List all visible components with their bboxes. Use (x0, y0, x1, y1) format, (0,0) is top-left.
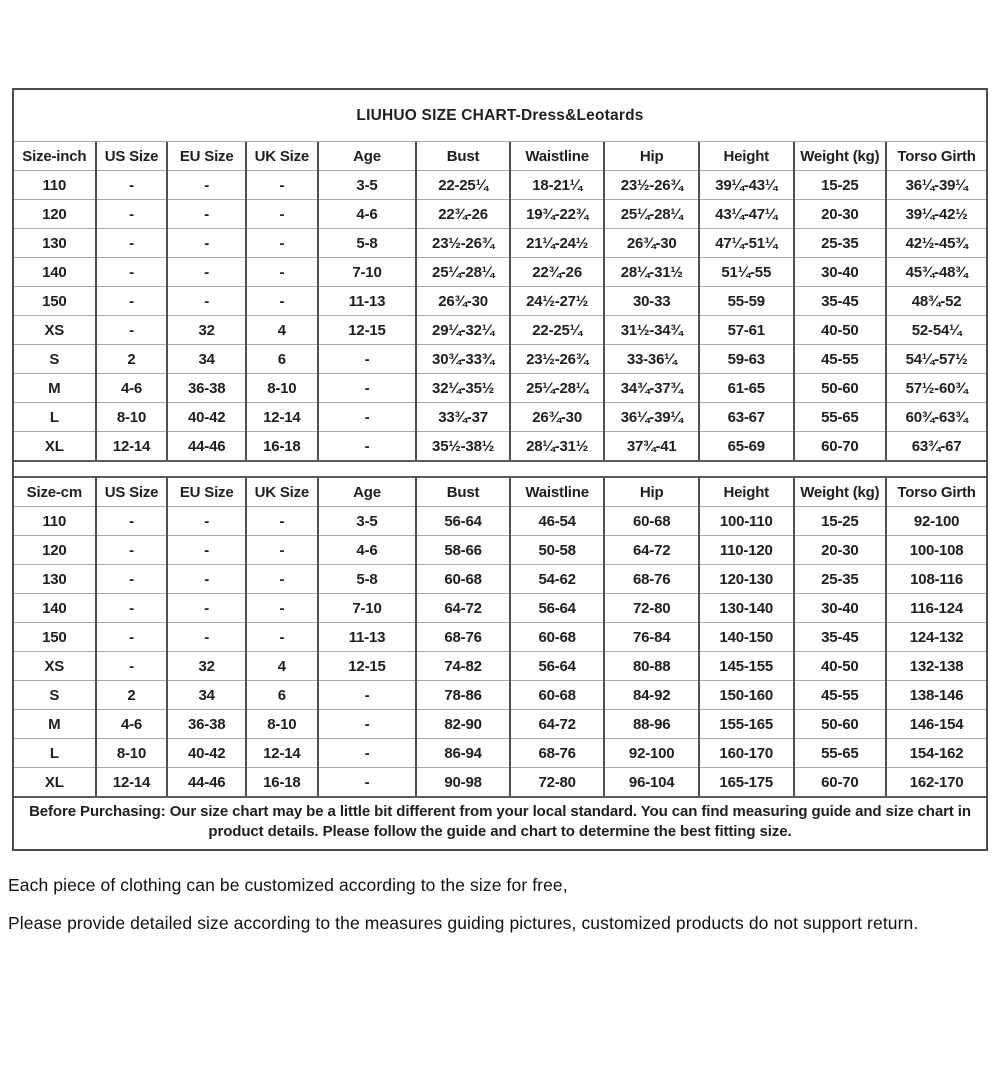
table-cell: - (167, 229, 246, 258)
table-cell: 3-5 (318, 171, 417, 200)
table-cell: - (96, 287, 168, 316)
table-cell: - (318, 768, 417, 797)
table-cell: - (246, 594, 318, 623)
table-spacer (14, 460, 986, 478)
table-cell: - (96, 171, 168, 200)
table-cell: 26¾-30 (604, 229, 699, 258)
table-cell: S (14, 681, 96, 710)
table-cell: 150-160 (699, 681, 794, 710)
column-header: US Size (96, 142, 168, 171)
table-cell: 26¾-30 (416, 287, 510, 316)
column-header: Weight (kg) (794, 142, 887, 171)
table-cell: 40-50 (794, 316, 887, 345)
table-cell: 60-68 (416, 565, 510, 594)
column-header: EU Size (167, 142, 246, 171)
table-cell: 68-76 (416, 623, 510, 652)
table-cell: 20-30 (794, 536, 887, 565)
table-cell: 45-55 (794, 681, 887, 710)
table-cell: 4-6 (318, 200, 417, 229)
table-cell: - (246, 507, 318, 536)
column-header: Size-inch (22, 147, 87, 165)
table-cell: 8-10 (246, 710, 318, 739)
table-cell: 24½-27½ (510, 287, 605, 316)
table-cell: - (318, 710, 417, 739)
table-cell: 4 (246, 316, 318, 345)
table-cell: 165-175 (699, 768, 794, 797)
table-cell: 12-14 (246, 403, 318, 432)
column-header: Age (318, 478, 417, 507)
table-cell: 12-15 (318, 316, 417, 345)
table-cell: 12-14 (246, 739, 318, 768)
table-cell: 25¼-28¼ (510, 374, 605, 403)
table-cell: 6 (246, 681, 318, 710)
table-cell: 52-54¼ (886, 316, 986, 345)
table-cell: 130 (14, 229, 96, 258)
table-cell: 45-55 (794, 345, 887, 374)
table-cell: 37¾-41 (604, 432, 699, 461)
table-cell: 60-70 (794, 768, 887, 797)
table-cell: 36-38 (167, 710, 246, 739)
table-cell: 23½-26¾ (416, 229, 510, 258)
size-chart-panel (12, 88, 988, 851)
table-cell: 146-154 (886, 710, 986, 739)
table-row (14, 287, 986, 316)
table-row (14, 171, 986, 200)
table-cell: 130 (14, 565, 96, 594)
table-cell: - (96, 229, 168, 258)
table-cell: 22-25¼ (416, 171, 510, 200)
column-header: Torso Girth (886, 142, 986, 171)
table-cell: 145-155 (699, 652, 794, 681)
table-cell: L (14, 739, 96, 768)
table-cell: 72-80 (604, 594, 699, 623)
table-cell: - (167, 507, 246, 536)
table-cell: 11-13 (318, 623, 417, 652)
table-cell: 80-88 (604, 652, 699, 681)
column-header: EU Size (167, 478, 246, 507)
table-cell: - (318, 345, 417, 374)
table-cell: 48¾-52 (886, 287, 986, 316)
table-cell: 155-165 (699, 710, 794, 739)
table-cell: 46-54 (510, 507, 605, 536)
table-cell: 32 (167, 316, 246, 345)
table-cell: 57-61 (699, 316, 794, 345)
table-cell: 32¼-35½ (416, 374, 510, 403)
table-cell: 16-18 (246, 768, 318, 797)
title-row (14, 90, 986, 142)
table-cell: 25¼-28¼ (604, 200, 699, 229)
table-cell: 6 (246, 345, 318, 374)
table-cell: 96-104 (604, 768, 699, 797)
table-cell: 34¾-37¾ (604, 374, 699, 403)
column-header: Hip (604, 142, 699, 171)
table-cell: - (96, 258, 168, 287)
table-cell: 64-72 (510, 710, 605, 739)
table-row (14, 316, 986, 345)
table-row (14, 536, 986, 565)
chart-title: LIUHUO SIZE CHART-Dress&Leotards (356, 106, 644, 124)
table-cell: 92-100 (886, 507, 986, 536)
table-cell: 19¾-22¾ (510, 200, 605, 229)
table-cell: 34 (167, 345, 246, 374)
table-cell: - (246, 258, 318, 287)
table-cell: M (14, 374, 96, 403)
table-cell: 50-60 (794, 710, 887, 739)
table-cell: 11-13 (318, 287, 417, 316)
column-header: Age (318, 142, 417, 171)
table-cell: 56-64 (510, 594, 605, 623)
table-cell: - (96, 623, 168, 652)
table-cell: 2 (96, 345, 168, 374)
table-cell: 29¼-32¼ (416, 316, 510, 345)
table-cell: 63¾-67 (886, 432, 986, 461)
table-cell: 82-90 (416, 710, 510, 739)
table-cell: 4-6 (96, 374, 168, 403)
table-row (14, 652, 986, 681)
table-cell: 44-46 (167, 432, 246, 461)
purchase-note: Before Purchasing: Our size chart may be a little bit different from your local standard. You can find measuring guide and size chart in product details. Please follow the guide and chart to determine the best fitting size. (14, 796, 986, 849)
table-cell: - (246, 565, 318, 594)
table-cell: 39¼-43¼ (699, 171, 794, 200)
table-cell: S (14, 345, 96, 374)
table-cell: - (167, 565, 246, 594)
table-cell: 7-10 (318, 594, 417, 623)
table-cell: 5-8 (318, 229, 417, 258)
table-cell: 28¼-31½ (510, 432, 605, 461)
table-cell: 56-64 (416, 507, 510, 536)
table-cell: 50-60 (794, 374, 887, 403)
column-header: UK Size (246, 478, 318, 507)
table-cell: XL (14, 768, 96, 797)
table-cell: 78-86 (416, 681, 510, 710)
table-cell: 25-35 (794, 565, 887, 594)
table-cell: 120 (14, 536, 96, 565)
table-cell: - (96, 507, 168, 536)
column-header: US Size (96, 478, 168, 507)
table-cell: - (96, 200, 168, 229)
size-table-inch (14, 142, 986, 460)
table-row (14, 565, 986, 594)
table-cell: 7-10 (318, 258, 417, 287)
table-cell: - (96, 536, 168, 565)
table-cell: 86-94 (416, 739, 510, 768)
table-cell: 30-33 (604, 287, 699, 316)
table-cell: 8-10 (96, 739, 168, 768)
table-cell: 2 (96, 681, 168, 710)
table-cell: - (246, 229, 318, 258)
table-cell: 18-21¼ (510, 171, 605, 200)
table-cell: M (14, 710, 96, 739)
table-row (14, 200, 986, 229)
table-cell: 15-25 (794, 171, 887, 200)
table-cell: 33-36¼ (604, 345, 699, 374)
table-cell: 32 (167, 652, 246, 681)
table-cell: - (246, 200, 318, 229)
table-cell: 84-92 (604, 681, 699, 710)
table-row (14, 739, 986, 768)
table-row (14, 345, 986, 374)
table-cell: 4-6 (96, 710, 168, 739)
table-cell: 16-18 (246, 432, 318, 461)
table-cell: - (167, 200, 246, 229)
column-header: Weight (kg) (794, 478, 887, 507)
header-row-inch (14, 142, 986, 171)
table-cell: 110-120 (699, 536, 794, 565)
table-row (14, 681, 986, 710)
table-cell: 3-5 (318, 507, 417, 536)
table-cell: 36-38 (167, 374, 246, 403)
table-cell: 23½-26¾ (604, 171, 699, 200)
table-cell: 35-45 (794, 623, 887, 652)
table-cell: 57½-60¾ (886, 374, 986, 403)
table-cell: 90-98 (416, 768, 510, 797)
table-cell: 4-6 (318, 536, 417, 565)
table-row (14, 594, 986, 623)
table-row (14, 258, 986, 287)
table-cell: - (167, 287, 246, 316)
table-cell: - (96, 316, 168, 345)
table-cell: 22¾-26 (510, 258, 605, 287)
table-cell: 140 (14, 258, 96, 287)
table-cell: 12-14 (96, 768, 168, 797)
column-header: UK Size (246, 142, 318, 171)
table-cell: 30-40 (794, 258, 887, 287)
table-cell: 68-76 (510, 739, 605, 768)
table-cell: 60-70 (794, 432, 887, 461)
table-cell: - (96, 652, 168, 681)
table-cell: 4 (246, 652, 318, 681)
table-cell: 100-110 (699, 507, 794, 536)
column-header: Size-cm (26, 483, 82, 501)
table-cell: 34 (167, 681, 246, 710)
table-cell: 120 (14, 200, 96, 229)
table-cell: L (14, 403, 96, 432)
table-cell: 76-84 (604, 623, 699, 652)
table-cell: 162-170 (886, 768, 986, 797)
table-cell: 35½-38½ (416, 432, 510, 461)
table-cell: 12-14 (96, 432, 168, 461)
table-cell: 30-40 (794, 594, 887, 623)
table-cell: 140 (14, 594, 96, 623)
table-row (14, 623, 986, 652)
table-cell: 56-64 (510, 652, 605, 681)
table-cell: 140-150 (699, 623, 794, 652)
column-header: Hip (604, 478, 699, 507)
table-cell: 25¼-28¼ (416, 258, 510, 287)
table-cell: 40-42 (167, 403, 246, 432)
table-row (14, 229, 986, 258)
table-cell: - (167, 594, 246, 623)
table-cell: XS (14, 652, 96, 681)
table-cell: 8-10 (246, 374, 318, 403)
table-cell: 55-65 (794, 403, 887, 432)
table-cell: - (96, 565, 168, 594)
table-cell: 124-132 (886, 623, 986, 652)
column-header: Torso Girth (886, 478, 986, 507)
size-table-cm (14, 478, 986, 796)
table-cell: 60-68 (510, 623, 605, 652)
table-cell: 40-42 (167, 739, 246, 768)
table-cell: 64-72 (416, 594, 510, 623)
table-cell: - (167, 623, 246, 652)
table-cell: 110 (14, 507, 96, 536)
table-cell: 15-25 (794, 507, 887, 536)
table-cell: - (318, 374, 417, 403)
table-cell: 51¼-55 (699, 258, 794, 287)
table-row (14, 432, 986, 461)
table-cell: - (318, 681, 417, 710)
table-cell: 8-10 (96, 403, 168, 432)
table-cell: 26¾-30 (510, 403, 605, 432)
table-cell: 72-80 (510, 768, 605, 797)
column-header: Bust (416, 478, 510, 507)
table-cell: 36¼-39¼ (604, 403, 699, 432)
table-cell: 22-25¼ (510, 316, 605, 345)
table-cell: 100-108 (886, 536, 986, 565)
table-cell: XL (14, 432, 96, 461)
table-cell: 120-130 (699, 565, 794, 594)
table-cell: 150 (14, 623, 96, 652)
table-cell: 23½-26¾ (510, 345, 605, 374)
table-cell: 42½-45¾ (886, 229, 986, 258)
header-row-cm (14, 478, 986, 507)
table-cell: 110 (14, 171, 96, 200)
table-cell: 74-82 (416, 652, 510, 681)
table-cell: - (246, 623, 318, 652)
table-row (14, 374, 986, 403)
table-cell: 130-140 (699, 594, 794, 623)
table-cell: - (318, 403, 417, 432)
table-cell: 54¼-57½ (886, 345, 986, 374)
table-cell: 58-66 (416, 536, 510, 565)
table-cell: 43¼-47¼ (699, 200, 794, 229)
table-cell: - (167, 171, 246, 200)
table-cell: - (246, 536, 318, 565)
table-cell: - (167, 536, 246, 565)
table-cell: 59-63 (699, 345, 794, 374)
table-cell: 68-76 (604, 565, 699, 594)
table-cell: 31½-34¾ (604, 316, 699, 345)
table-row (14, 403, 986, 432)
table-cell: 45¾-48¾ (886, 258, 986, 287)
table-cell: 55-65 (794, 739, 887, 768)
table-cell: 22¾-26 (416, 200, 510, 229)
table-cell: 60-68 (510, 681, 605, 710)
table-cell: - (246, 287, 318, 316)
table-cell: 55-59 (699, 287, 794, 316)
table-cell: 92-100 (604, 739, 699, 768)
table-cell: 35-45 (794, 287, 887, 316)
footnote-return-policy: Please provide detailed size according to the measures guiding pictures, customized products do not support return. (8, 912, 919, 933)
table-cell: 39¼-42½ (886, 200, 986, 229)
table-cell: 40-50 (794, 652, 887, 681)
table-cell: - (246, 171, 318, 200)
table-cell: 108-116 (886, 565, 986, 594)
table-cell: - (96, 594, 168, 623)
column-header: Waistline (510, 478, 605, 507)
column-header: Height (699, 478, 794, 507)
table-cell: 20-30 (794, 200, 887, 229)
table-cell: 25-35 (794, 229, 887, 258)
footnote-customization: Each piece of clothing can be customized according to the size for free, (8, 874, 568, 895)
table-row (14, 710, 986, 739)
table-cell: 64-72 (604, 536, 699, 565)
table-cell: 30¾-33¾ (416, 345, 510, 374)
table-cell: 47¼-51¼ (699, 229, 794, 258)
table-cell: 88-96 (604, 710, 699, 739)
column-header: Height (699, 142, 794, 171)
table-cell: 61-65 (699, 374, 794, 403)
table-cell: 12-15 (318, 652, 417, 681)
table-cell: 33¾-37 (416, 403, 510, 432)
table-cell: XS (14, 316, 96, 345)
table-cell: 54-62 (510, 565, 605, 594)
table-cell: 138-146 (886, 681, 986, 710)
table-cell: 28¼-31½ (604, 258, 699, 287)
table-cell: 44-46 (167, 768, 246, 797)
table-cell: 160-170 (699, 739, 794, 768)
table-cell: 21¼-24½ (510, 229, 605, 258)
table-cell: 132-138 (886, 652, 986, 681)
table-cell: 63-67 (699, 403, 794, 432)
table-cell: 60¾-63¾ (886, 403, 986, 432)
table-row (14, 507, 986, 536)
column-header: Waistline (510, 142, 605, 171)
table-cell: - (318, 432, 417, 461)
column-header: Bust (416, 142, 510, 171)
table-cell: 36¼-39¼ (886, 171, 986, 200)
table-cell: 65-69 (699, 432, 794, 461)
table-cell: 116-124 (886, 594, 986, 623)
table-row (14, 768, 986, 797)
table-cell: 154-162 (886, 739, 986, 768)
table-cell: - (318, 739, 417, 768)
table-cell: 60-68 (604, 507, 699, 536)
table-cell: 5-8 (318, 565, 417, 594)
table-cell: - (167, 258, 246, 287)
table-cell: 150 (14, 287, 96, 316)
table-cell: 50-58 (510, 536, 605, 565)
